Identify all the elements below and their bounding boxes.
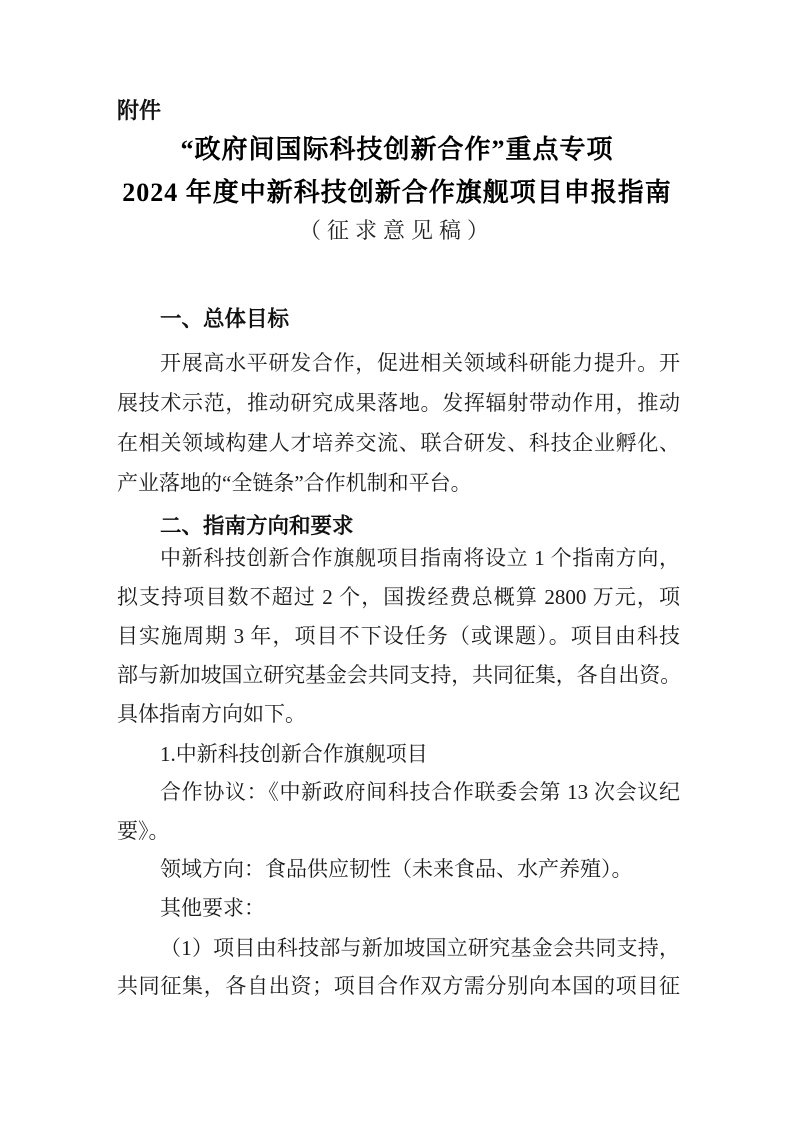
paragraph-line: 部与新加坡国立研究基金会共同支持，共同征集，各自出资。 (117, 663, 680, 687)
paragraph-line: 要》。 (117, 819, 170, 843)
attachment-label: 附件 (117, 98, 162, 123)
paragraph-line: 中新科技创新合作旗舰项目指南将设立 1 个指南方向， (160, 546, 680, 570)
paragraph-line: 产业落地的“全链条”合作机制和平台。 (117, 471, 472, 495)
field-direction-line: 领域方向：食品供应韧性（未来食品、水产养殖）。 (160, 857, 633, 881)
paragraph-line: 具体指南方向如下。 (117, 702, 306, 726)
cooperation-agreement-paragraph (117, 773, 680, 851)
document-title-line-2: 2024 年度中新科技创新合作旗舰项目申报指南 (122, 178, 672, 207)
paragraph-line: 共同征集，各自出资；项目合作双方需分别向本国的项目征 (117, 974, 680, 998)
paragraph-line: 在相关领域构建人才培养交流、联合研发、科技企业孵化、 (117, 431, 680, 455)
paragraph-line: 开展高水平研发合作，促进相关领域科研能力提升。开 (160, 351, 680, 375)
paragraph-line: 合作协议：《中新政府间科技合作联委会第 13 次会议纪 (160, 780, 680, 804)
other-requirements-label: 其他要求： (160, 896, 265, 920)
section-1-heading: 一、总体目标 (160, 307, 290, 331)
section-2-intro-paragraph (117, 539, 680, 734)
paragraph-line: 拟支持项目数不超过 2 个，国拨经费总概算 2800 万元，项 (117, 585, 680, 609)
document-title-line-1: “政府间国际科技创新合作”重点专项 (180, 135, 614, 164)
section-1-paragraph (117, 343, 680, 503)
requirement-1-paragraph (117, 929, 680, 1005)
section-2-heading: 二、指南方向和要求 (160, 514, 354, 538)
guide-item-1-title: 1.中新科技创新合作旗舰项目 (160, 742, 428, 766)
paragraph-line: 目实施周期 3 年，项目不下设任务（或课题）。项目由科技 (117, 624, 680, 648)
paragraph-line: 展技术示范，推动研究成果落地。发挥辐射带动作用，推动 (117, 391, 680, 415)
document-subtitle: （征求意见稿） (298, 218, 495, 243)
paragraph-line: （1）项目由科技部与新加坡国立研究基金会共同支持， (160, 936, 680, 960)
document-title (0, 128, 794, 214)
